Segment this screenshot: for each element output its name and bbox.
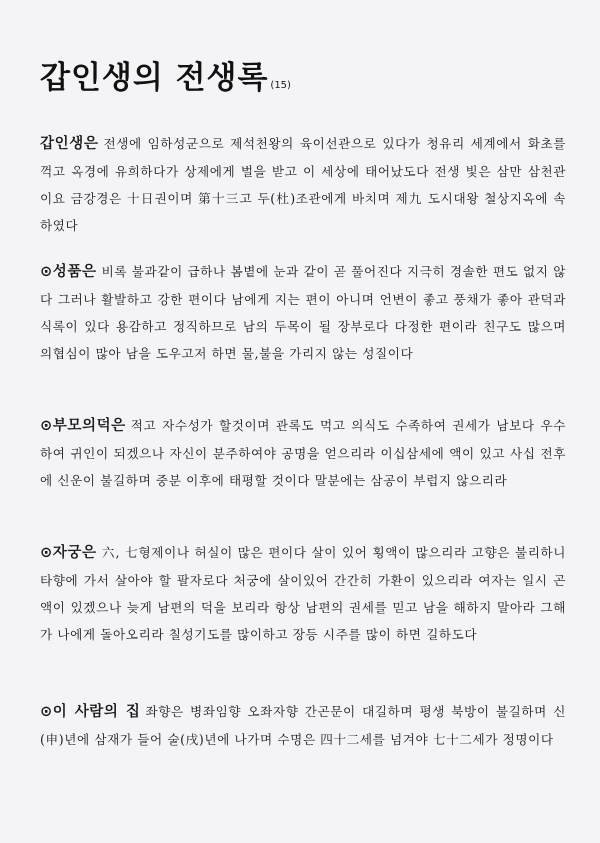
- section-heading: ⊙부모의덕은: [40, 418, 126, 434]
- section-paragraph: [40, 412, 566, 494]
- section-house: [40, 698, 566, 753]
- section-heading: ⊙이 사람의 집: [40, 704, 141, 720]
- section-heading: 갑인생은: [40, 136, 99, 152]
- section-paragraph: [40, 130, 566, 239]
- section-text: 전생에 임하성군으로 제석천왕의 육이선관으로 있다가 청유리 세계에서 화초를 꺽고 옥경에 유희하다가 상제에게 벌을 받고 이 세상에 태어났도다 전생 빛은 삼만 삼천관이요 금강경은 十日권이며 第十三고 두(杜)조관에게 바치며 제九 도시대왕 철상지옥에 속하였다: [40, 136, 566, 233]
- section-paragraph: [40, 258, 566, 367]
- section-text: 六, 七형제이나 허실이 많은 편이다 살이 있어 횡액이 많으리라 고향은 불리하니 타향에 가서 살아야 할 팔자로다 처궁에 살이있어 간간히 가환이 있으리라 여자는 일시 곤액이 있겠으나 늦게 남편의 덕을 보리라 항상 남편의 권세를 믿고 남을 해하지 말아라 그해가 나에게 돌아오리라 칠성기도를 많이하고 장등 시주를 많이 하면 길하도다: [40, 545, 566, 642]
- section-paragraph: [40, 698, 566, 753]
- section-text: 좌향은 병좌임향 오좌자향 간곤문이 대길하며 평생 북방이 불길하며 신(申)년에 삼재가 들어 술(戌)년에 나가며 수명은 四十二세를 넘겨야 七十二세가 정명이다: [40, 704, 566, 747]
- section-heading: ⊙자궁은: [40, 545, 97, 561]
- page-title: 갑인생의 전생록: [40, 60, 269, 96]
- section-birth: [40, 130, 566, 239]
- page-number: (15): [270, 80, 291, 91]
- section-text: 비록 불과같이 급하나 봄볕에 눈과 같이 곧 풀어진다 지극히 경솔한 편도 없지 않다 그러나 활발하고 강한 편이다 남에게 지는 편이 아니며 언변이 좋고 풍채가 좋아 관덕과 식록이 있다 용감하고 정직하므로 남의 두목이 될 장부로다 다정한 편이라 친구도 많으며 의협심이 많아 남을 도우고저 하면 물,불을 가리지 않는 성질이다: [40, 264, 566, 361]
- section-heading: ⊙성품은: [40, 264, 97, 280]
- section-text: 적고 자수성가 할것이며 관록도 먹고 의식도 수족하여 권세가 남보다 우수하여 귀인이 되겠으나 자신이 분주하여야 공명을 얻으리라 이십삼세에 액이 있고 사십 전후에 신운이 불길하며 중분 이후에 태평할 것이다 말분에는 삼공이 부럽지 않으리라: [40, 418, 566, 488]
- section-paragraph: [40, 539, 566, 648]
- section-children: [40, 539, 566, 648]
- title-block: [40, 52, 291, 97]
- section-parents: [40, 412, 566, 494]
- section-personality: [40, 258, 566, 367]
